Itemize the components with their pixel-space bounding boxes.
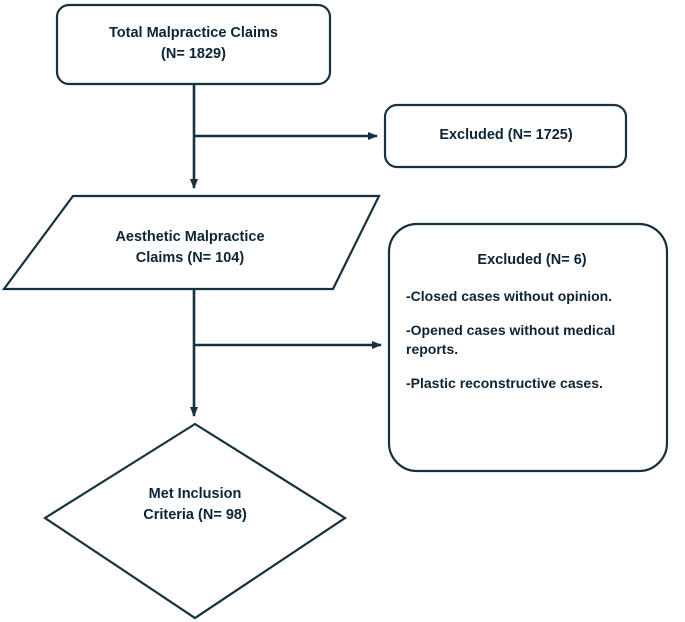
met-inclusion-line-1: Met Inclusion bbox=[148, 485, 242, 502]
total-claims-line-1: Total Malpractice Claims bbox=[109, 24, 278, 41]
excluded-6-bullet-1: -Closed cases without opinion. bbox=[406, 288, 613, 305]
aesthetic-claims-line-2: Claims (N= 104) bbox=[135, 250, 245, 266]
node-excluded-1725-shape bbox=[385, 105, 626, 167]
excluded-6-bullet-2: -Opened cases without medical reports. bbox=[406, 321, 616, 358]
aesthetic-claims-line-1: Aesthetic Malpractice bbox=[115, 228, 265, 245]
total-claims-line-2: (N= 1829) bbox=[161, 46, 226, 62]
excluded-6-bullet-3: -Plastic reconstructive cases. bbox=[406, 374, 603, 391]
node-met-inclusion-shape bbox=[45, 424, 345, 618]
node-excluded-6-shape bbox=[389, 224, 667, 471]
node-aesthetic-claims-shape bbox=[4, 196, 379, 289]
node-total-claims-shape bbox=[57, 5, 330, 84]
excluded-6-heading: Excluded (N= 6) bbox=[477, 252, 587, 268]
excluded-1725-line-1: Excluded (N= 1725) bbox=[439, 127, 573, 144]
met-inclusion-line-2: Criteria (N= 98) bbox=[143, 507, 247, 523]
